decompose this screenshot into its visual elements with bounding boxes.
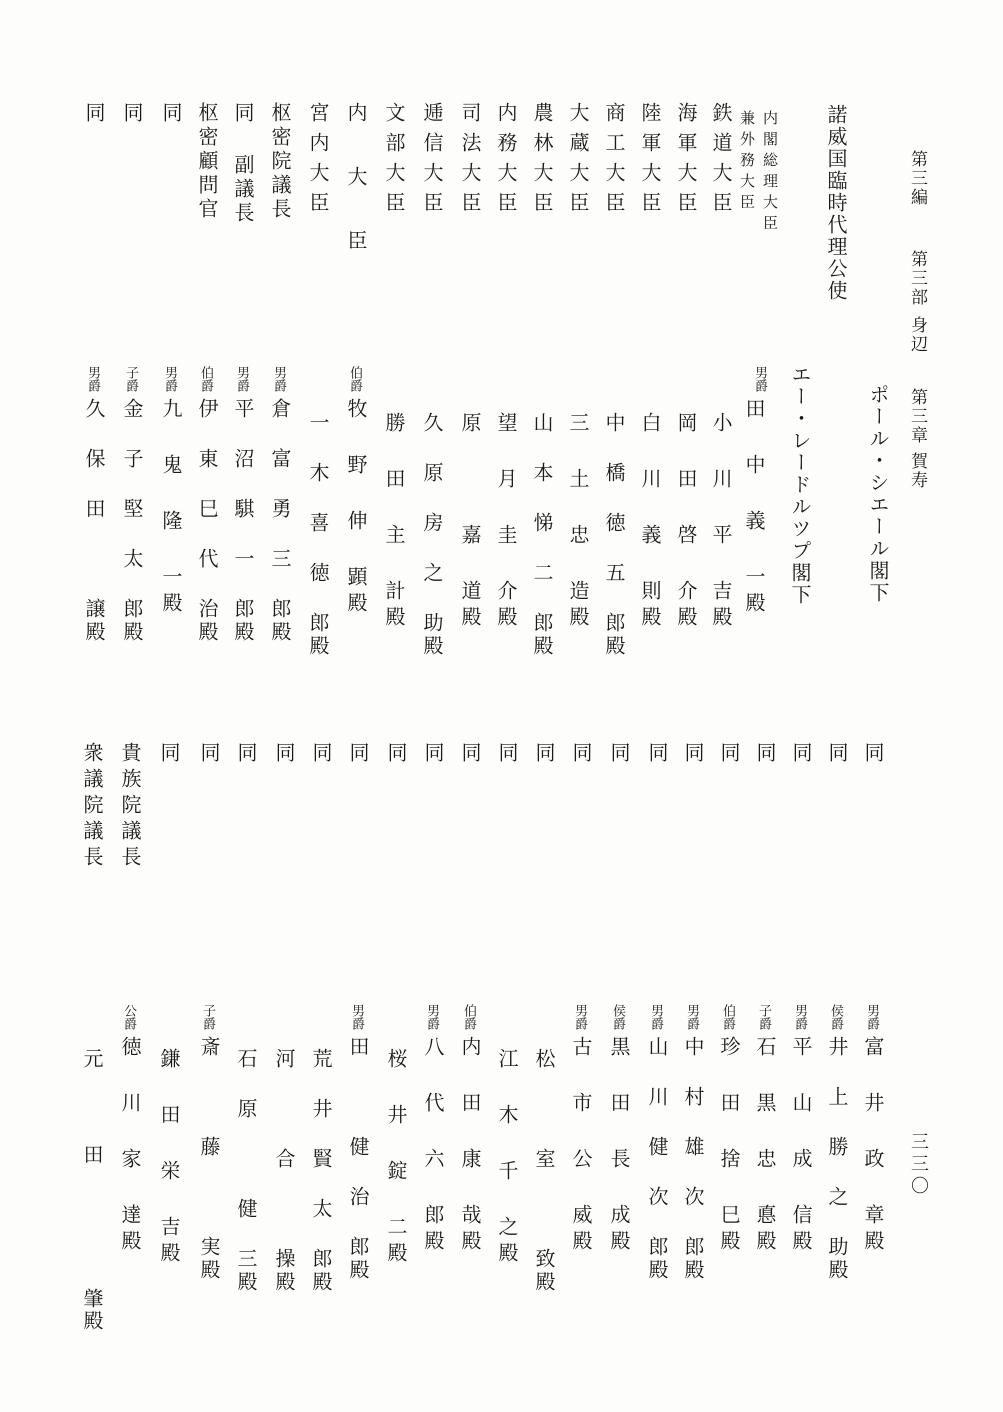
cabinet-name: 平 沼 騏 一 郎殿	[231, 398, 255, 644]
lower-rank: 伯爵	[461, 1004, 476, 1030]
lower-position: 同	[384, 742, 408, 772]
running-head-bu: 第三部	[907, 250, 927, 307]
lower-name: 山 川 健 次 郎殿	[645, 1036, 669, 1282]
lower-position: 同	[717, 742, 741, 772]
cabinet-name: 三 土 忠 造殿	[566, 412, 590, 632]
lower-name: 河 合 操殿	[272, 1048, 296, 1294]
lower-name: 桜 井 錠 二殿	[384, 1048, 408, 1268]
lower-name: 井 上 勝 之 助殿	[825, 1036, 849, 1282]
lower-position: 同	[645, 742, 669, 772]
cabinet-rank: 男爵	[271, 366, 286, 392]
lower-name: 江 木 千 之殿	[495, 1048, 519, 1268]
cabinet-name: 金 子 堅 太 郎殿	[120, 398, 144, 644]
cabinet-position: 内 大 臣	[344, 102, 368, 260]
cabinet-rank: 男爵	[85, 366, 100, 392]
lower-rank: 男爵	[349, 1004, 364, 1030]
lower-rank: 男爵	[864, 1004, 879, 1030]
cabinet-rank: 男爵	[752, 366, 767, 392]
cabinet-position: 同 副議長	[231, 102, 255, 226]
lower-name: 内 田 康 哉殿	[458, 1036, 482, 1256]
lower-name: 富 井 政 章殿	[861, 1036, 885, 1256]
cabinet-position: 同	[120, 102, 144, 132]
running-head-mi: 身辺	[907, 316, 927, 354]
lower-position: 同	[681, 742, 705, 772]
cabinet-position: 商工大臣	[602, 102, 626, 222]
lower-name: 珍 田 捨 巳殿	[717, 1036, 741, 1256]
cabinet-name: 九 鬼 隆 一殿	[159, 398, 183, 618]
lower-name: 徳 川 家 達殿	[118, 1036, 142, 1256]
cabinet-position: 同	[159, 102, 183, 132]
cabinet-position-0-b: 兼外務大臣	[738, 110, 756, 215]
cabinet-rank: 伯爵	[198, 366, 213, 392]
lower-position: 貴族院議長	[118, 742, 142, 872]
lower-position: 同	[346, 742, 370, 772]
envoy-title: 諾威国臨時代理公使	[824, 104, 848, 302]
cabinet-position-0-a: 内閣総理大臣	[761, 110, 779, 236]
cabinet-position: 鉄道大臣	[709, 102, 733, 222]
lower-rank: 男爵	[572, 1004, 587, 1030]
cabinet-name: 久 原 房 之 助殿	[420, 412, 444, 658]
cabinet-name: 小 川 平 吉殿	[709, 412, 733, 632]
cabinet-name: 勝 田 主 計殿	[382, 412, 406, 632]
lower-position: 同	[197, 742, 221, 772]
cabinet-name: 牧 野 伸 顕殿	[344, 398, 368, 618]
cabinet-name: 伊 東 巳 代 治殿	[195, 398, 219, 644]
lower-name: 鎌 田 栄 吉殿	[157, 1048, 181, 1268]
lower-name: 黒 田 長 成殿	[607, 1036, 631, 1256]
cabinet-name: 倉 富 勇 三 郎殿	[268, 398, 292, 644]
cabinet-position: 陸軍大臣	[638, 102, 662, 222]
lower-position: 同	[789, 742, 813, 772]
lower-position: 同	[495, 742, 519, 772]
cabinet-position: 宮内大臣	[306, 102, 330, 222]
lower-name: 中 村 雄 次 郎殿	[681, 1036, 705, 1282]
lower-rank: 伯爵	[720, 1004, 735, 1030]
lower-name: 松 室 致殿	[532, 1048, 556, 1294]
lower-position: 同	[861, 742, 885, 772]
cabinet-name: 白 川 義 則殿	[638, 412, 662, 632]
lower-name: 平 山 成 信殿	[789, 1036, 813, 1256]
lower-position: 同	[272, 742, 296, 772]
lower-rank: 男爵	[792, 1004, 807, 1030]
lower-rank: 公爵	[121, 1004, 136, 1030]
lower-rank: 侯爵	[828, 1004, 843, 1030]
cabinet-position: 逓信大臣	[420, 102, 444, 222]
cabinet-name: 久 保 田 譲殿	[82, 398, 106, 644]
cabinet-position: 枢密院議長	[268, 102, 292, 222]
lower-position: 同	[607, 742, 631, 772]
lower-position: 同	[421, 742, 445, 772]
lower-position: 衆議院議長	[80, 742, 104, 872]
cabinet-name: 岡 田 啓 介殿	[674, 412, 698, 632]
page-number: 三三〇	[908, 1132, 929, 1198]
cabinet-position: 海軍大臣	[674, 102, 698, 222]
cabinet-name: 一 木 喜 徳 郎殿	[306, 412, 330, 658]
lower-rank: 男爵	[684, 1004, 699, 1030]
lower-name: 石 原 健 三殿	[234, 1048, 258, 1294]
lower-name: 石 黒 忠 悳殿	[753, 1036, 777, 1256]
lower-name: 元 田 肇殿	[80, 1048, 104, 1332]
cabinet-name: 中 橋 徳 五 郎殿	[602, 412, 626, 658]
cabinet-position: 内務大臣	[494, 102, 518, 222]
cabinet-position: 同	[82, 102, 106, 132]
lower-rank: 男爵	[424, 1004, 439, 1030]
cabinet-name: 山 本 悌 二 郎殿	[530, 412, 554, 658]
cabinet-rank: 男爵	[162, 366, 177, 392]
lower-name: 田 健 治 郎殿	[346, 1036, 370, 1282]
running-head-hen: 第三編	[907, 150, 927, 207]
running-head-sho: 第三章	[907, 388, 927, 445]
lower-position: 同	[532, 742, 556, 772]
cabinet-rank: 男爵	[234, 366, 249, 392]
cabinet-position-0	[737, 110, 781, 236]
lower-position: 同	[569, 742, 593, 772]
cabinet-position: 枢密顧問官	[195, 102, 219, 222]
lower-name: 斎 藤 実殿	[197, 1036, 221, 1282]
cabinet-name: 原 嘉 道殿	[458, 412, 482, 632]
lower-rank: 男爵	[648, 1004, 663, 1030]
cabinet-rank: 伯爵	[347, 366, 362, 392]
lower-name: 八 代 六 郎殿	[421, 1036, 445, 1256]
cabinet-name: 望 月 圭 介殿	[494, 412, 518, 632]
lower-position: 同	[157, 742, 181, 772]
lower-rank: 侯爵	[610, 1004, 625, 1030]
cabinet-rank: 子爵	[123, 366, 138, 392]
cabinet-position: 農林大臣	[530, 102, 554, 222]
cabinet-name: 田 中 義 一殿	[742, 398, 766, 618]
envoy-paul: ポール・シエール閣下	[866, 384, 890, 604]
lower-position: 同	[753, 742, 777, 772]
running-head-gaju: 賀寿	[907, 452, 927, 490]
lower-name: 古 市 公 威殿	[569, 1036, 593, 1256]
lower-name: 荒 井 賢 太 郎殿	[309, 1048, 333, 1294]
lower-position: 同	[458, 742, 482, 772]
cabinet-position: 文部大臣	[382, 102, 406, 222]
lower-position: 同	[309, 742, 333, 772]
lower-rank: 子爵	[756, 1004, 771, 1030]
cabinet-position: 司法大臣	[458, 102, 482, 222]
cabinet-position: 大蔵大臣	[566, 102, 590, 222]
envoy-ae: エー・レードルツプ閣下	[788, 364, 812, 606]
lower-position: 同	[234, 742, 258, 772]
lower-position: 同	[825, 742, 849, 772]
lower-rank: 子爵	[200, 1004, 215, 1030]
